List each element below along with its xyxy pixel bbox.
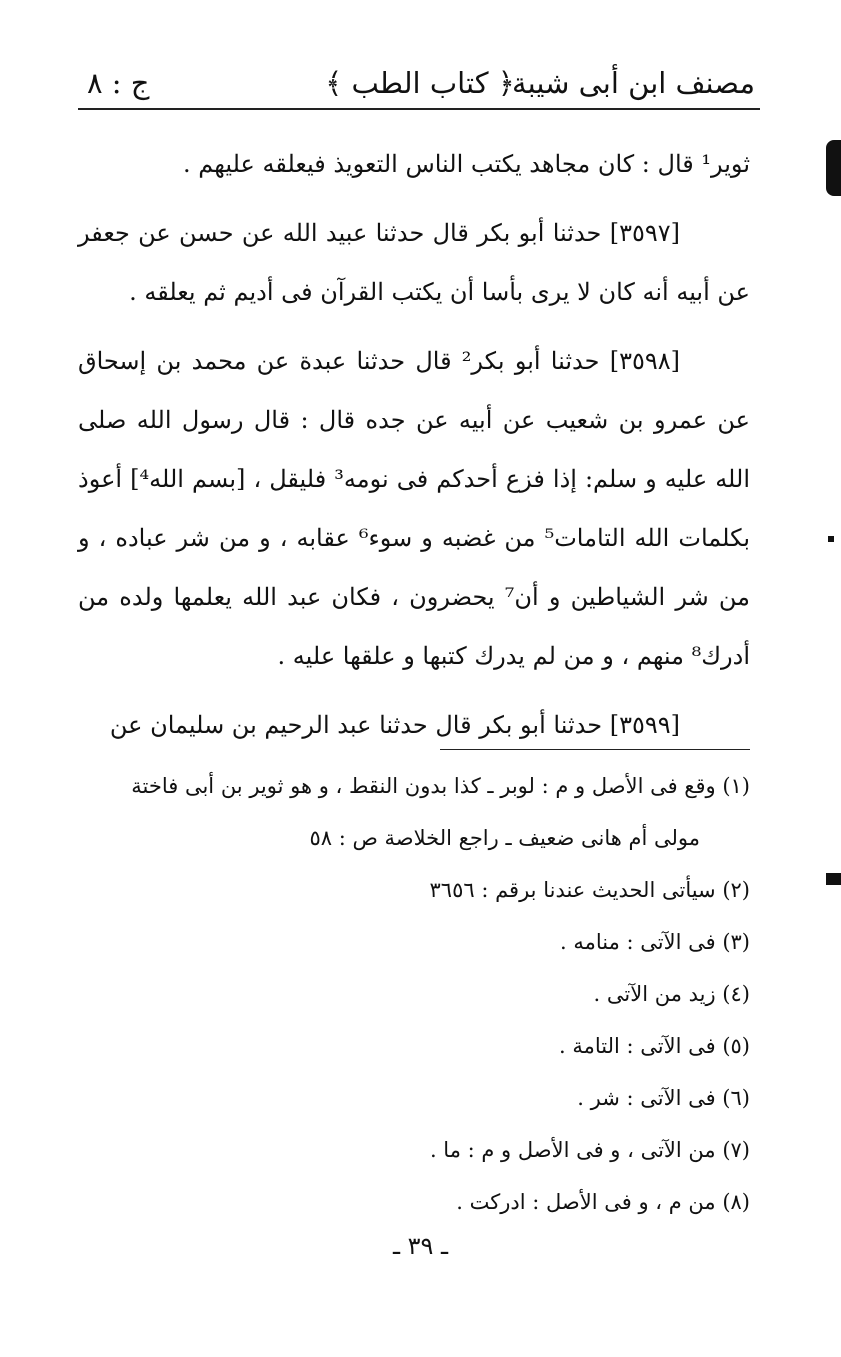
- scan-mark-lower: [826, 873, 841, 885]
- chapter-title: ﴿ كتاب الطب ﴾: [325, 66, 515, 100]
- hadith-3599: [٣٥٩٩] حدثنا أبو بكر قال حدثنا عبد الرحيم بن سليمان عن: [109, 711, 680, 739]
- scan-mark-top: [826, 140, 841, 196]
- footnote-4: (٤) زيد من الآتى .: [593, 982, 750, 1006]
- footnote-3: (٣) فى الآتى : منامه .: [560, 930, 750, 954]
- header-rule: [78, 108, 760, 110]
- running-header: [75, 58, 765, 108]
- footnote-7: (٧) من الآتى ، و فى الأصل و م : ما .: [429, 1138, 750, 1162]
- footnotes: [78, 760, 750, 1228]
- footnote-rule: [440, 749, 750, 750]
- scan-mark-middle: [828, 536, 834, 542]
- footnote-6: (٦) فى الآتى : شر .: [577, 1086, 750, 1110]
- page-number: ـ ٣٩ ـ: [392, 1232, 449, 1260]
- footnote-8: (٨) من م ، و فى الأصل : ادركت .: [456, 1190, 750, 1214]
- hadith-3597: [٣٥٩٧] حدثنا أبو بكر قال حدثنا عبيد الله عن حسن عن جعفر عن أبيه أنه كان لا يرى بأسا أن يكتب القرآن فى أديم ثم يعلقه .: [78, 219, 750, 306]
- hadith-3598: [٣٥٩٨] حدثنا أبو بكر² قال حدثنا عبدة عن محمد بن إسحاق عن عمرو بن شعيب عن أبيه عن جده قال : قال رسول الله صلى الله عليه و سلم: إذا فزع أحدكم فى نومه³ فليقل ، [بسم الله⁴] أعوذ بكلمات الله التامات⁵ من غضبه و سوء⁶ عقابه ، و من شر عباده ، و من شر الشياطين و أن⁷ يحضرون ، فكان عبد الله يعلمها ولده من أدرك⁸ منهم ، و من لم يدرك كتبها و علقها عليه .: [78, 347, 751, 670]
- main-text: [78, 135, 750, 755]
- footnote-1-continuation: مولى أم هانى ضعيف ـ راجع الخلاصة ص : ٥٨: [309, 826, 700, 850]
- footnote-2: (٢) سيأتى الحديث عندنا برقم : ٣٦٥٦: [429, 878, 750, 902]
- volume-number: ج : ٨: [87, 66, 150, 100]
- footnote-5: (٥) فى الآتى : التامة .: [559, 1034, 750, 1058]
- footnote-1: (١) وقع فى الأصل و م : لوبر ـ كذا بدون النقط ، و هو ثوير بن أبى فاختة: [131, 774, 750, 798]
- book-title: مصنف ابن أبى شيبة: [512, 66, 755, 100]
- paragraph-continuation: ثوير¹ قال : كان مجاهد يكتب الناس التعويذ فيعلقه عليهم .: [183, 150, 750, 178]
